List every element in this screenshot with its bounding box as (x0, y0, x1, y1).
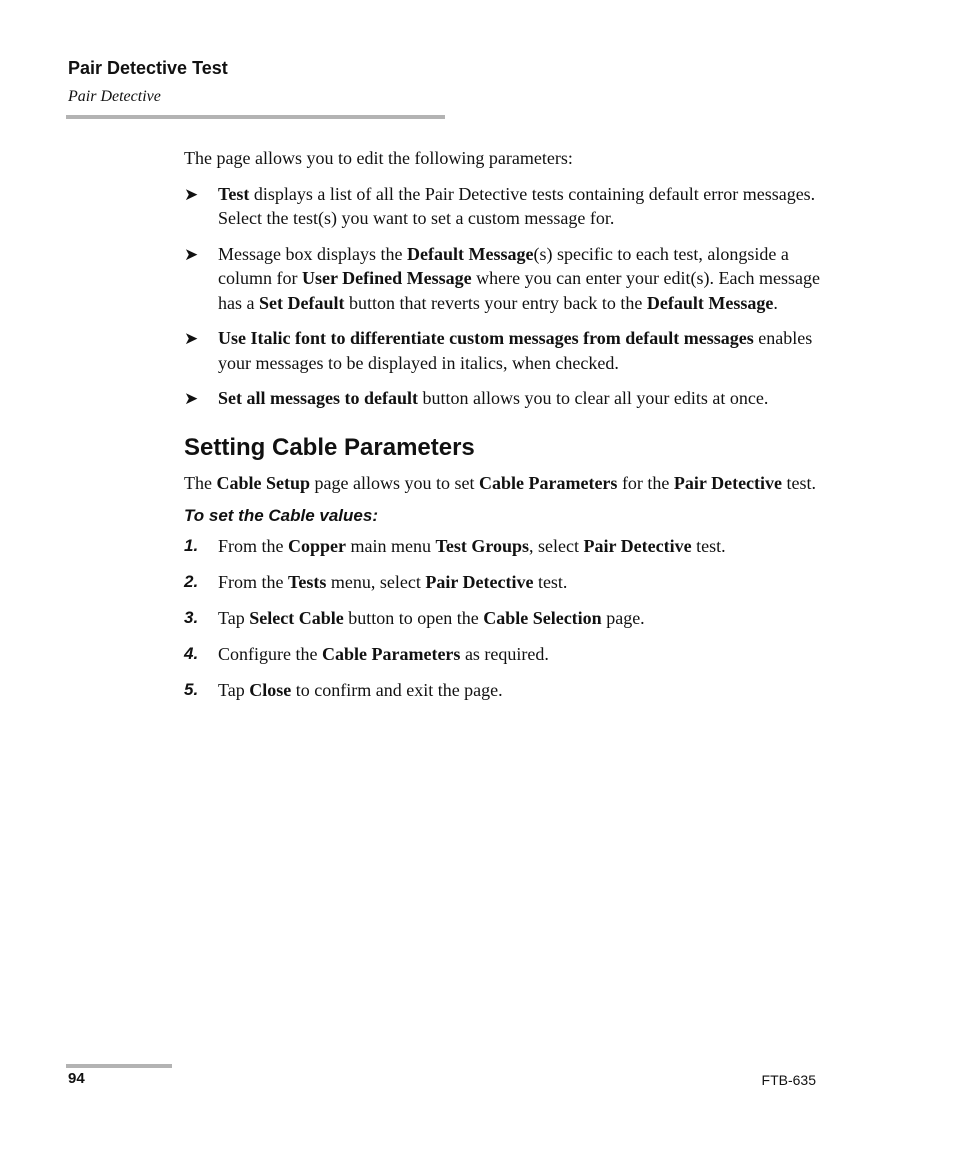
bold-term: Close (249, 680, 292, 700)
step-text: Tap (218, 608, 250, 628)
section-paragraph (184, 471, 824, 496)
procedure-steps (184, 534, 824, 703)
step-text: page. (601, 608, 645, 628)
bold-term: Test Groups (435, 536, 530, 556)
step-text: test. (533, 572, 568, 592)
bullet-arrow-icon: ➤ (184, 184, 199, 205)
bold-term: Cable Setup (216, 472, 310, 493)
step-number: 4. (184, 644, 199, 663)
parameter-list (184, 182, 824, 411)
footer-rule (66, 1064, 172, 1068)
bold-term: Default Message (646, 292, 774, 313)
bold-term: Cable Parameters (478, 472, 618, 493)
header-rule (66, 115, 445, 119)
step-number: 1. (184, 536, 199, 555)
step-number: 5. (184, 680, 199, 699)
bold-term: Select Cable (249, 608, 344, 628)
step-number: 2. (184, 572, 199, 591)
page-number: 94 (68, 1070, 85, 1087)
list-item (184, 242, 824, 316)
bold-term: Cable Parameters (321, 644, 461, 664)
step-text: test. (691, 536, 726, 556)
list-text: enables your messages to be displayed in italics, when checked. (218, 328, 813, 373)
step-text: main menu (346, 536, 436, 556)
page-body (184, 146, 824, 714)
bullet-arrow-icon: ➤ (184, 244, 199, 265)
list-text: where you can enter your edit(s). Each message has a (218, 268, 820, 313)
step-text: , select (529, 536, 584, 556)
section-heading: Setting Cable Parameters (184, 433, 475, 461)
step-item (184, 534, 824, 559)
bold-term: Pair Detective (673, 472, 783, 493)
para-text: for the (617, 472, 674, 493)
step-number: 3. (184, 608, 199, 627)
list-text: button that reverts your entry back to the (344, 292, 647, 313)
step-text: to confirm and exit the page. (291, 680, 503, 700)
list-text: displays a list of all the Pair Detective tests containing default error messages. Select the test(s) you want to set a custom message for. (218, 183, 816, 228)
step-item (184, 642, 824, 667)
bold-term: Set all messages to default (218, 388, 418, 408)
para-text: page allows you to set (310, 472, 479, 493)
para-text: The (184, 472, 217, 493)
intro-paragraph: The page allows you to edit the following parameters: (184, 148, 573, 168)
step-item (184, 678, 824, 703)
bold-term: Test (218, 183, 250, 204)
para-text: test. (782, 472, 817, 493)
document-id: FTB-635 (761, 1072, 816, 1088)
procedure-title: To set the Cable values: (184, 506, 378, 525)
list-item (184, 182, 824, 231)
list-text: Message box displays the (218, 243, 407, 264)
running-header-title: Pair Detective Test (68, 58, 228, 78)
list-text: button allows you to clear all your edits at once. (417, 388, 769, 408)
step-text: Tap (218, 680, 250, 700)
list-text: . (773, 292, 778, 313)
step-text: From the (218, 536, 288, 556)
bold-term: Pair Detective (425, 572, 534, 592)
step-text: as required. (460, 644, 549, 664)
list-item (184, 326, 824, 375)
bold-term: Set Default (258, 292, 345, 313)
step-text: From the (218, 572, 288, 592)
step-text: Configure the (218, 644, 322, 664)
bold-term: Default Message (406, 243, 534, 264)
step-item (184, 606, 824, 631)
bold-term: Pair Detective (583, 536, 692, 556)
bullet-arrow-icon: ➤ (184, 329, 199, 349)
step-text: menu, select (326, 572, 426, 592)
step-item (184, 570, 824, 595)
bold-term: Cable Selection (483, 608, 602, 628)
list-text: (s) specific to each test, alongside a column for (218, 243, 789, 288)
bold-term: Copper (288, 536, 346, 556)
bold-term: User Defined Message (301, 268, 472, 288)
running-header-subtitle: Pair Detective (68, 88, 161, 105)
step-text: button to open the (343, 608, 484, 628)
bullet-arrow-icon: ➤ (184, 389, 199, 409)
bold-term: Tests (288, 572, 327, 592)
list-item (184, 386, 824, 411)
bold-term: Use Italic font to differentiate custom messages from default messages (218, 328, 754, 348)
